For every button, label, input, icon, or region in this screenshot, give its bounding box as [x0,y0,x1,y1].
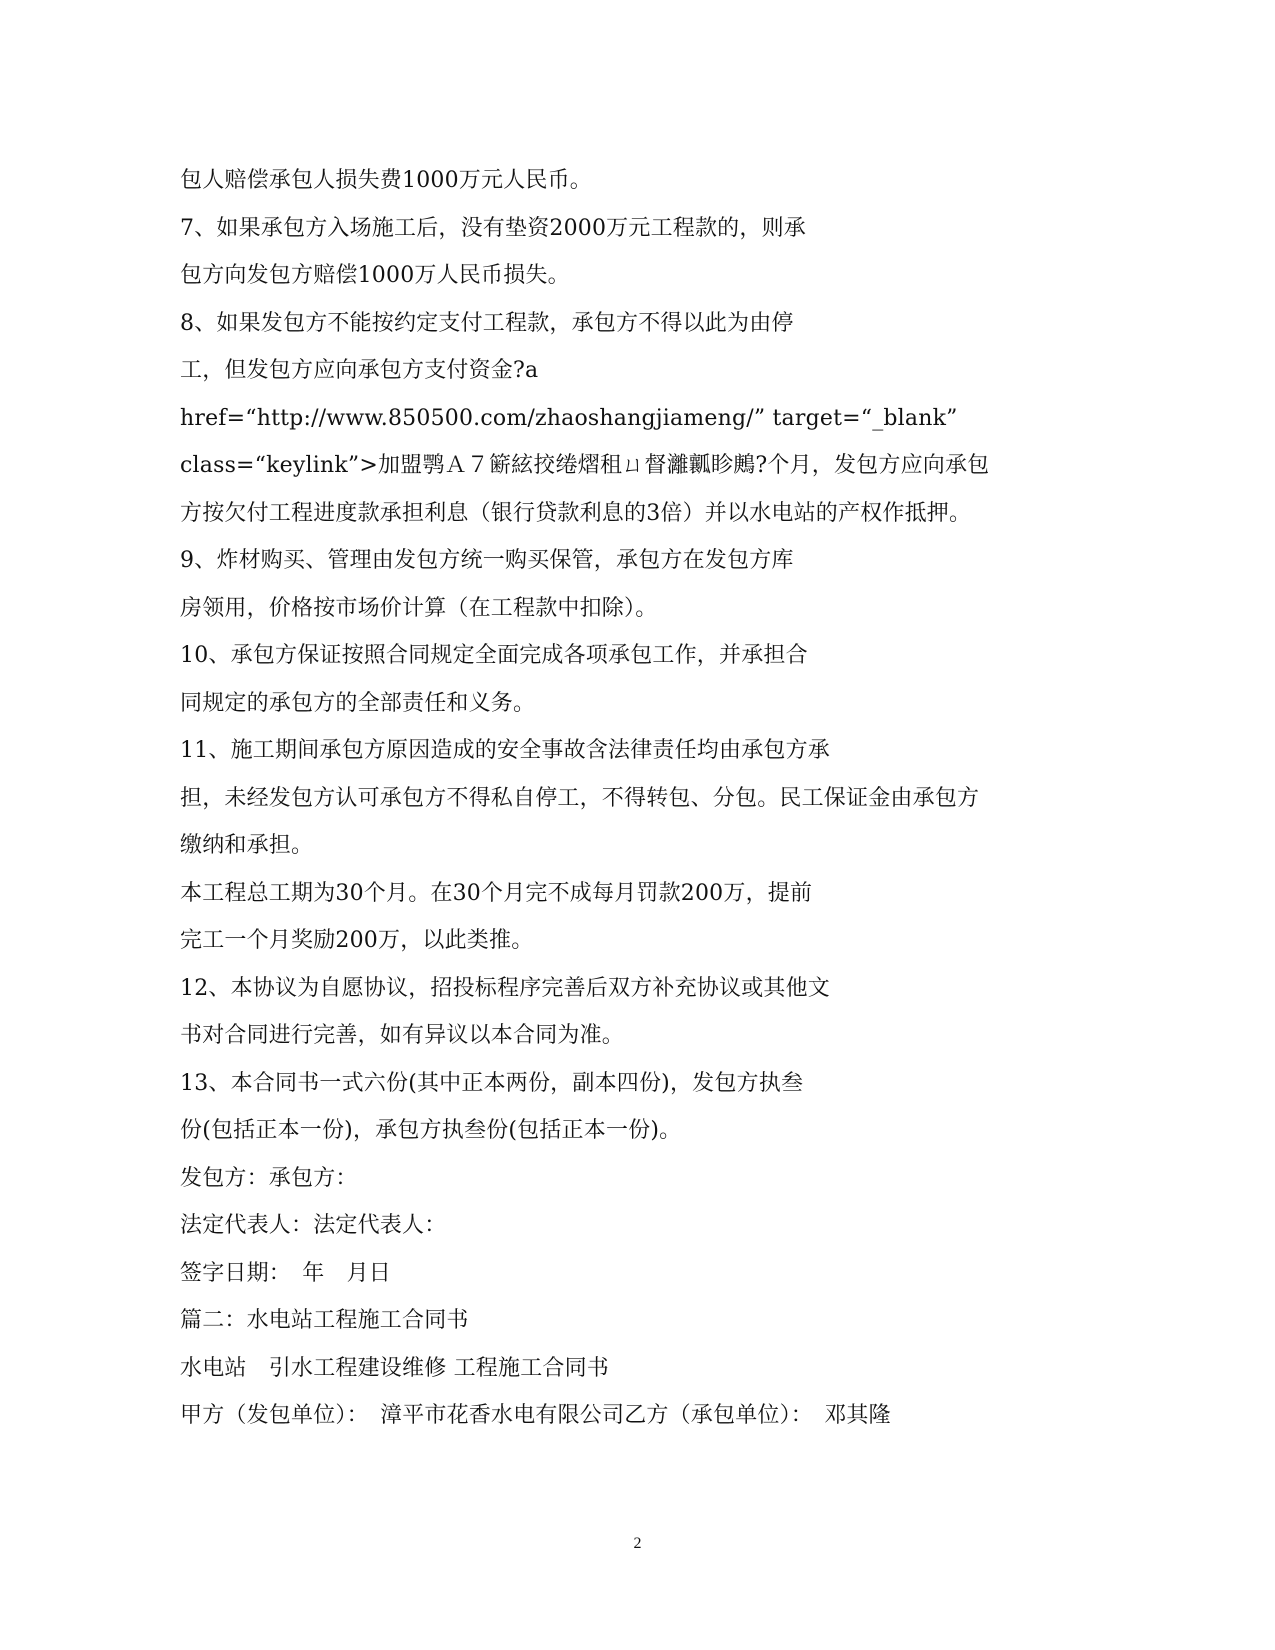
text-line: 房领用，价格按市场价计算（在工程款中扣除）。 [180,595,658,621]
text-line: class=“keylink”>加盟鹗Ａ７簖絃挍绻熠租ㄩ督灕瓤眕鶊?个月，发包方应向承包 [180,453,990,478]
text-line: 法定代表人：法定代表人： [180,1213,447,1238]
text-line: 10、承包方保证按照合同规定全面完成各项承包工作，并承担合 [180,643,808,668]
text-line: 11、施工期间承包方原因造成的安全事故含法律责任均由承包方承 [180,738,830,763]
document-body [180,157,1080,1440]
text-line: 份(包括正本一份)，承包方执叁份(包括正本一份)。 [180,1118,682,1143]
text-line: 方按欠付工程进度款承担利息（银行贷款利息的3倍）并以水电站的产权作抵押。 [180,500,972,526]
text-line: 工，但发包方应向承包方支付资金?a [180,358,539,383]
text-line: 甲方（发包单位）： 漳平市花香水电有限公司乙方（承包单位）： 邓其隆 [180,1403,891,1428]
text-line: 13、本合同书一式六份(其中正本两份，副本四份)，发包方执叁 [180,1070,804,1096]
text-line: 完工一个月奖励200万，以此类推。 [180,928,534,953]
page-number: 2 [633,1535,642,1552]
text-line: 发包方：承包方： [180,1165,358,1191]
text-line: href=“http://www.850500.com/zhaoshangjiameng/” target=“_blank” [180,405,958,431]
text-line: 本工程总工期为30个月。在30个月完不成每月罚款200万，提前 [180,880,813,906]
text-line: 水电站 引水工程建设维修 工程施工合同书 [180,1355,609,1381]
text-line: 签字日期： 年 月日 [180,1260,392,1286]
text-line: 同规定的承包方的全部责任和义务。 [180,690,536,716]
text-line: 担，未经发包方认可承包方不得私自停工，不得转包、分包。民工保证金由承包方 [180,785,980,811]
text-line: 7、如果承包方入场施工后，没有垫资2000万元工程款的，则承 [180,215,806,241]
text-line: 包人赔偿承包人损失费1000万元人民币。 [180,168,592,193]
text-line: 缴纳和承担。 [180,833,314,858]
text-line: 包方向发包方赔偿1000万人民币损失。 [180,263,570,288]
text-line: 书对合同进行完善，如有异议以本合同为准。 [180,1023,625,1048]
text-line: 篇二：水电站工程施工合同书 [180,1308,469,1333]
text-line: 8、如果发包方不能按约定支付工程款，承包方不得以此为由停 [180,310,794,336]
text-line: 9、炸材购买、管理由发包方统一购买保管，承包方在发包方库 [180,548,794,573]
text-line: 12、本协议为自愿协议，招投标程序完善后双方补充协议或其他文 [180,975,830,1001]
